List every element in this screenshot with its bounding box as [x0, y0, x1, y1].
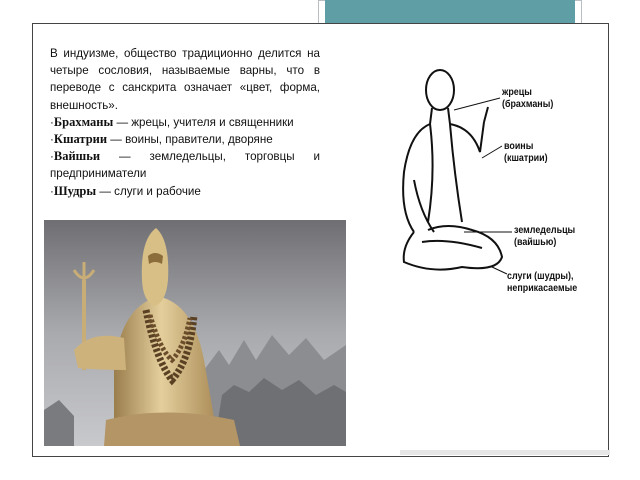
frame-reflection — [400, 448, 610, 458]
varna-body-diagram — [392, 62, 592, 312]
label-line: (вайшью) — [514, 236, 557, 248]
label-line: земледельцы — [514, 224, 576, 236]
varna-item-shudras: ·Шудры — слуги и рабочие — [50, 183, 201, 198]
label-line: неприкасаемые — [507, 282, 578, 294]
label-brahmins — [502, 86, 553, 110]
varna-item-kshatriyas: ·Кшатрии — воины, правители, дворяне — [50, 132, 273, 147]
label-vaishyas — [514, 224, 575, 248]
label-shudras — [507, 270, 577, 294]
varna-term: Брахманы — [53, 114, 114, 129]
varna-term: Шудры — [53, 183, 97, 198]
varna-item-brahmins: ·Брахманы — жрецы, учителя и священники — [50, 114, 294, 129]
varna-desc: — воины, правители, дворяне — [107, 133, 273, 147]
label-line: (кшатрии) — [504, 152, 548, 164]
slide-title — [325, 0, 575, 1]
varna-desc: — земледельцы, торговцы и предприниматели — [50, 150, 320, 181]
varna-desc: — слуги и рабочие — [96, 184, 201, 198]
label-line: (брахманы) — [502, 98, 554, 110]
label-line: жрецы — [502, 86, 532, 98]
varna-item-vaishyas: ·Вайшьи — земледельцы, торговцы и предприниматели — [50, 149, 320, 181]
label-line: слуги (шудры), — [507, 270, 574, 282]
varna-desc: — жрецы, учителя и священники — [113, 115, 294, 129]
shiva-statue-photo — [44, 220, 346, 446]
label-kshatriyas — [504, 140, 548, 164]
body-text — [50, 45, 320, 200]
varna-term: Кшатрии — [53, 132, 108, 147]
intro-paragraph: В индуизме, общество традиционно делится на четыре сословия, называемые варны, что в переводе с санскрита означает «цвет, форма, внешность». — [50, 47, 320, 112]
label-line: воины — [504, 140, 534, 152]
varna-term: Вайшьи — [53, 149, 101, 164]
